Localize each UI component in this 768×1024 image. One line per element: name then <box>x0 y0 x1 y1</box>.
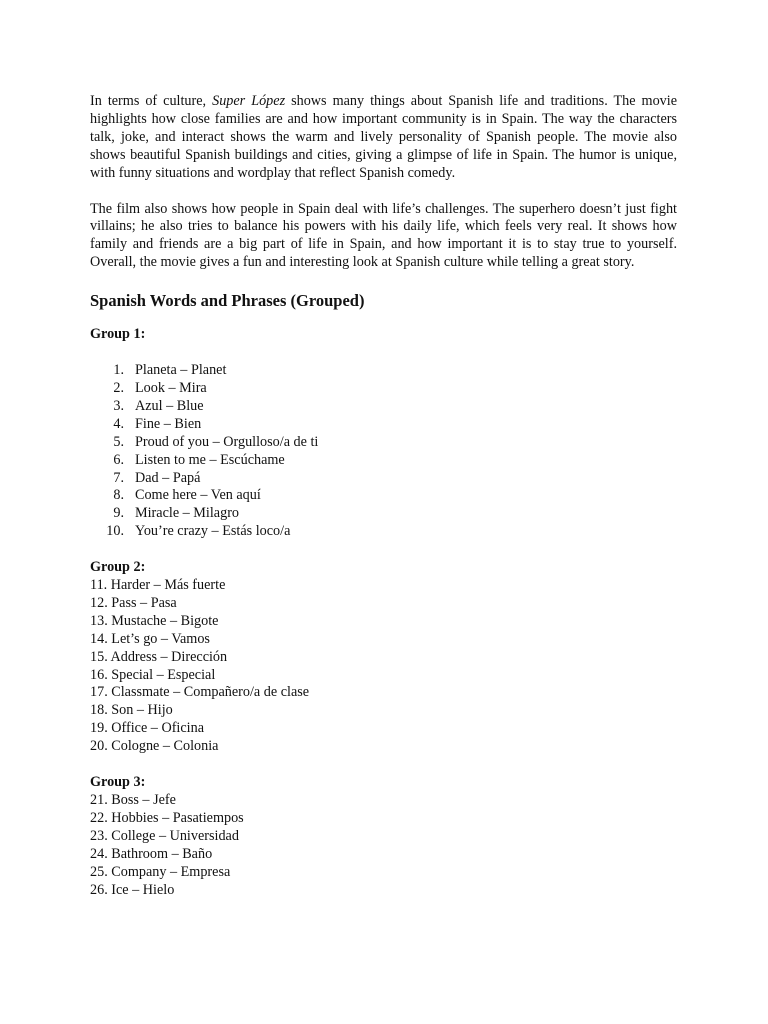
group-1-label: Group 1: <box>90 326 146 343</box>
list-item <box>90 487 677 505</box>
list-item-text: Look – Mira <box>135 379 207 396</box>
list-item-number: 6. <box>113 451 124 468</box>
paragraph-lead: In terms of culture, <box>90 93 213 109</box>
group-2-label: Group 2: <box>90 559 146 576</box>
culture-paragraph <box>90 93 677 183</box>
challenges-paragraph: The film also shows how people in Spain deal with life’s challenges. The superhero doesn’t just fight villains; he also tries to balance his powers with his daily life, which feels very real. It shows how family and friends are a big part of life in Spain, and how important it is to stay true to yourself. Overall, the movie gives a fun and interesting look at Spanish culture while telling a great story. <box>90 200 677 271</box>
group-3-label: Group 3: <box>90 774 146 791</box>
group-2-list <box>90 577 677 756</box>
list-item-number: 2. <box>113 379 124 396</box>
list-item-number: 3. <box>113 397 124 414</box>
list-item: 26. Ice – Hielo <box>90 881 175 898</box>
list-item-number: 8. <box>113 487 124 504</box>
list-item <box>90 398 677 416</box>
group-1-list <box>90 362 677 541</box>
list-item-text: Azul – Blue <box>135 397 204 414</box>
paragraph-rest: shows many things about Spanish life and traditions. The movie highlights how close families are and how important community is in Spain. The way the characters talk, joke, and interact shows the warm and lively personality of Spanish people. The movie also shows beautiful Spanish buildings and cities, giving a glimpse of life in Spain. The humor is unique, with funny situations and wordplay that reflect Spanish comedy. <box>90 93 677 181</box>
list-item-text: Come here – Ven aquí <box>135 487 261 504</box>
list-item <box>90 452 677 470</box>
list-item-number: 5. <box>113 433 124 450</box>
list-item-text: Fine – Bien <box>135 415 202 432</box>
list-item: 24. Bathroom – Baño <box>90 845 213 862</box>
list-item: 17. Classmate – Compañero/a de clase <box>90 684 310 701</box>
list-item: 14. Let’s go – Vamos <box>90 630 210 647</box>
list-item-text: Planeta – Planet <box>135 362 227 379</box>
list-item: 11. Harder – Más fuerte <box>90 577 226 594</box>
list-item-number: 10. <box>106 523 124 540</box>
list-item <box>90 362 677 380</box>
list-item-text: Dad – Papá <box>135 469 201 486</box>
list-item: 25. Company – Empresa <box>90 863 231 880</box>
list-item <box>90 416 677 434</box>
movie-title: Super López <box>212 93 286 109</box>
list-item-text: Proud of you – Orgulloso/a de ti <box>135 433 319 450</box>
list-item: 12. Pass – Pasa <box>90 594 177 611</box>
list-item-text: Listen to me – Escúchame <box>135 451 285 468</box>
list-item <box>90 434 677 452</box>
list-item <box>90 523 677 541</box>
group-3-list <box>90 792 677 899</box>
list-item: 21. Boss – Jefe <box>90 792 176 808</box>
list-item-text: You’re crazy – Estás loco/a <box>135 523 291 540</box>
list-item: 15. Address – Dirección <box>90 648 228 665</box>
list-item: 13. Mustache – Bigote <box>90 612 219 629</box>
list-item-number: 1. <box>113 362 124 379</box>
list-item <box>90 470 677 488</box>
list-item <box>90 380 677 398</box>
list-item: 23. College – Universidad <box>90 827 239 844</box>
list-item <box>90 505 677 523</box>
list-item: 20. Cologne – Colonia <box>90 738 219 755</box>
list-item-number: 7. <box>113 469 124 486</box>
section-heading: Spanish Words and Phrases (Grouped) <box>90 291 365 311</box>
list-item: 16. Special – Especial <box>90 666 216 683</box>
list-item-text: Miracle – Milagro <box>135 505 240 522</box>
list-item: 19. Office – Oficina <box>90 720 204 737</box>
list-item: 22. Hobbies – Pasatiempos <box>90 809 244 826</box>
list-item-number: 9. <box>113 505 124 522</box>
document-page <box>90 93 677 899</box>
list-item: 18. Son – Hijo <box>90 702 173 719</box>
list-item-number: 4. <box>113 415 124 432</box>
